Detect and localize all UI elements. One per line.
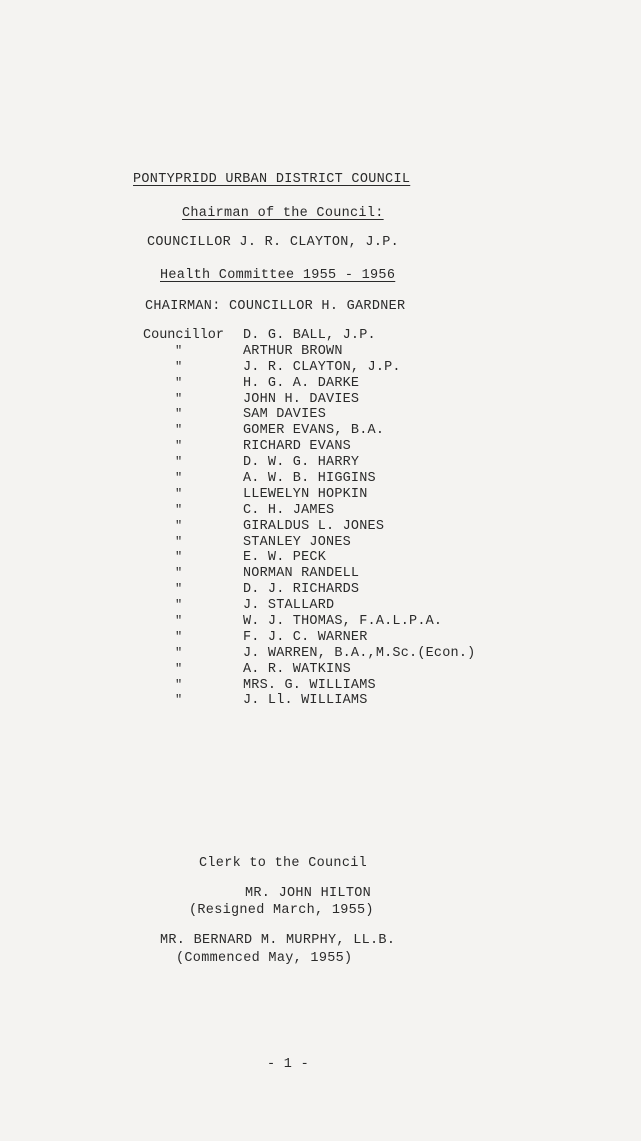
member-name: ARTHUR BROWN: [243, 343, 343, 359]
ditto-mark: ": [175, 439, 183, 454]
member-name: H. G. A. DARKE: [243, 375, 360, 391]
member-name: J. WARREN, B.A.,M.Sc.(Econ.): [243, 645, 476, 661]
members-list: [143, 328, 475, 709]
clerk1-name: MR. JOHN HILTON: [245, 886, 372, 901]
member-row: [143, 614, 475, 630]
member-name: J. R. CLAYTON, J.P.: [243, 359, 401, 375]
member-row: [143, 328, 475, 344]
page-number: - 1 -: [267, 1057, 310, 1072]
ditto-mark: ": [175, 566, 183, 581]
ditto-mark: ": [175, 518, 183, 533]
clerk2-name: MR. BERNARD M. MURPHY, LL.B.: [160, 933, 396, 948]
ditto-mark: ": [175, 693, 183, 708]
member-row: [143, 646, 475, 662]
member-name: A. R. WATKINS: [243, 661, 351, 677]
ditto-mark: ": [175, 677, 183, 692]
ditto-mark: ": [175, 614, 183, 629]
council-heading: PONTYPRIDD URBAN DISTRICT COUNCIL: [133, 172, 411, 187]
chairman-name: COUNCILLOR J. R. CLAYTON, J.P.: [147, 235, 400, 250]
ditto-mark: ": [175, 455, 183, 470]
ditto-mark: ": [175, 645, 183, 660]
member-row: [143, 455, 475, 471]
member-name: W. J. THOMAS, F.A.L.P.A.: [243, 614, 443, 630]
ditto-mark: ": [175, 502, 183, 517]
ditto-mark: ": [175, 661, 183, 676]
member-row: [143, 535, 475, 551]
member-name: J. STALLARD: [243, 598, 335, 614]
member-name: C. H. JAMES: [243, 502, 335, 518]
member-name: JOHN H. DAVIES: [243, 391, 360, 407]
member-name: MRS. G. WILLIAMS: [243, 677, 376, 693]
member-row: [143, 582, 475, 598]
member-name: RICHARD EVANS: [243, 439, 351, 455]
member-name: SAM DAVIES: [243, 407, 327, 423]
member-row: [143, 376, 475, 392]
member-name: LLEWELYN HOPKIN: [243, 486, 368, 502]
member-row: [143, 678, 475, 694]
member-name: J. Ll. WILLIAMS: [243, 693, 368, 709]
member-row: [143, 423, 475, 439]
member-row: [143, 662, 475, 678]
member-row: [143, 630, 475, 646]
member-name: STANLEY JONES: [243, 534, 351, 550]
member-row: [143, 471, 475, 487]
member-name: GOMER EVANS, B.A.: [243, 423, 385, 439]
clerk-label: Clerk to the Council: [199, 856, 368, 871]
member-row: [143, 487, 475, 503]
clerk2-note: (Commenced May, 1955): [176, 951, 353, 966]
ditto-mark: ": [175, 391, 183, 406]
ditto-mark: ": [175, 407, 183, 422]
member-row: [143, 360, 475, 376]
member-row: [143, 566, 475, 582]
ditto-mark: ": [175, 534, 183, 549]
member-row: [143, 550, 475, 566]
committee-chairman: CHAIRMAN: COUNCILLOR H. GARDNER: [145, 299, 406, 314]
ditto-mark: ": [175, 598, 183, 613]
member-name: GIRALDUS L. JONES: [243, 518, 385, 534]
ditto-mark: ": [175, 486, 183, 501]
ditto-mark: ": [175, 582, 183, 597]
ditto-mark: ": [175, 471, 183, 486]
chairman-label: Chairman of the Council:: [182, 206, 384, 221]
member-row: [143, 439, 475, 455]
member-row: [143, 344, 475, 360]
ditto-mark: ": [175, 359, 183, 374]
member-name: E. W. PECK: [243, 550, 327, 566]
member-row: [143, 407, 475, 423]
member-row: [143, 519, 475, 535]
member-row: [143, 503, 475, 519]
ditto-mark: ": [175, 629, 183, 644]
committee-label: Health Committee 1955 - 1956: [160, 268, 396, 283]
member-name: NORMAN RANDELL: [243, 566, 360, 582]
clerk1-note: (Resigned March, 1955): [189, 903, 374, 918]
member-name: D. G. BALL, J.P.: [243, 328, 376, 343]
member-name: A. W. B. HIGGINS: [243, 471, 376, 487]
ditto-mark: ": [175, 375, 183, 390]
member-prefix: Councillor: [143, 328, 225, 343]
member-row: [143, 392, 475, 408]
member-row: [143, 693, 475, 709]
member-name: F. J. C. WARNER: [243, 629, 368, 645]
member-row: [143, 598, 475, 614]
member-name: D. W. G. HARRY: [243, 455, 360, 471]
ditto-mark: ": [175, 343, 183, 358]
member-name: D. J. RICHARDS: [243, 582, 360, 598]
ditto-mark: ": [175, 423, 183, 438]
ditto-mark: ": [175, 550, 183, 565]
